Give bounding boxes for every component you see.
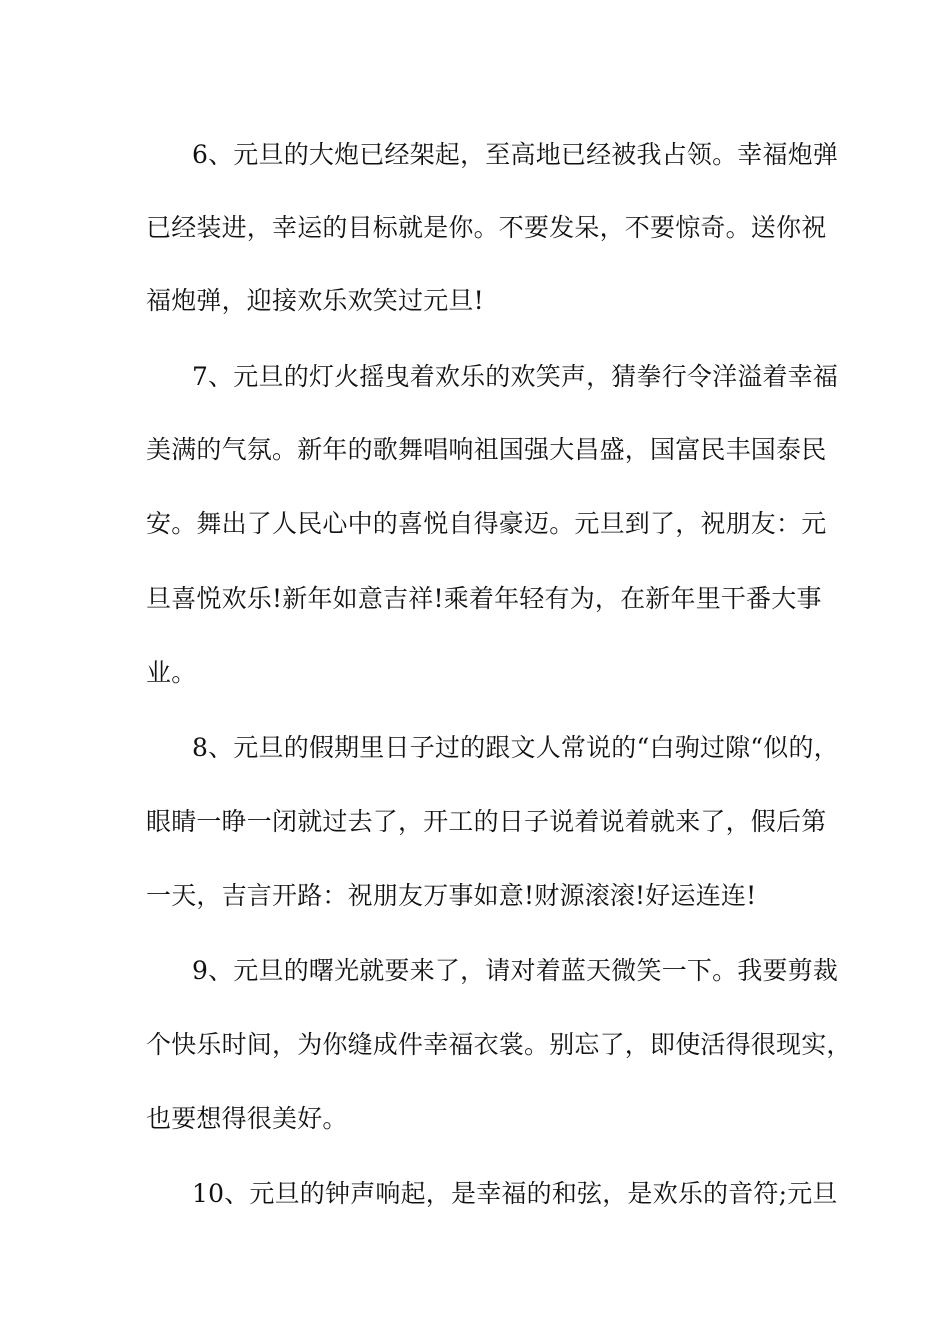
text-line: 9、元旦的曙光就要来了，请对着蓝天微笑一下。我要剪裁 [192, 956, 839, 985]
text-line: 安。舞出了人民心中的喜悦自得豪迈。元旦到了，祝朋友：元 [146, 509, 827, 538]
text-line: 已经装进，幸运的目标就是你。不要发呆，不要惊奇。送你祝 [146, 213, 827, 242]
text-line: 个快乐时间，为你缝成件幸福衣裳。别忘了，即使活得很现实， [146, 1030, 852, 1059]
text-line: 业。 [146, 658, 197, 687]
text-line: 福炮弹，迎接欢乐欢笑过元旦! [146, 286, 484, 315]
text-line: 8、元旦的假期里日子过的跟文人常说的“白驹过隙“似的， [192, 733, 839, 762]
text-line: 美满的气氛。新年的歌舞唱响祖国强大昌盛，国富民丰国泰民 [146, 435, 827, 464]
text-line: 10、元旦的钟声响起，是幸福的和弦，是欢乐的音符;元旦 [192, 1179, 838, 1208]
text-line: 旦喜悦欢乐!新年如意吉祥!乘着年轻有为，在新年里干番大事 [146, 584, 822, 613]
text-line: 6、元旦的大炮已经架起，至高地已经被我占领。幸福炮弹 [192, 140, 839, 169]
text-line: 一天，吉言开路：祝朋友万事如意!财源滚滚!好运连连! [146, 881, 757, 910]
text-line: 7、元旦的灯火摇曳着欢乐的欢笑声，猜拳行令洋溢着幸福 [192, 362, 839, 391]
text-line: 也要想得很美好。 [146, 1104, 348, 1133]
text-line: 眼睛一睁一闭就过去了，开工的日子说着说着就来了，假后第 [146, 807, 827, 836]
